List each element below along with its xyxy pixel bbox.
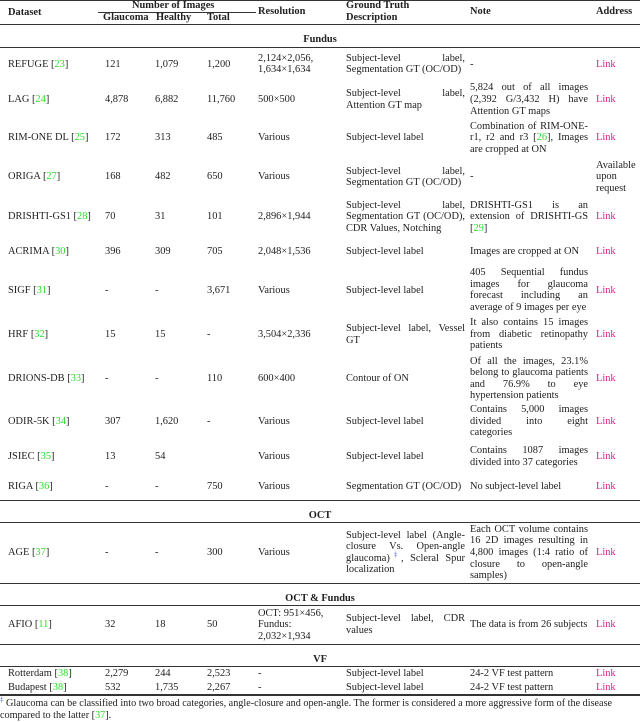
healthy-count: 313 (155, 132, 171, 144)
dataset-link[interactable]: Link (596, 450, 616, 462)
ground-truth-description: Subject-level label (346, 415, 424, 427)
dataset-link[interactable]: Link (596, 480, 616, 492)
note: Combination of RIM-ONE-r1, r2 and r3 [26], Images are cropped at ON (470, 120, 589, 155)
resolution: Various (258, 450, 290, 462)
header-note: Note (470, 6, 491, 17)
note: Contains 5,000 images divided into eight categories (470, 403, 588, 439)
glaucoma-count: 532 (105, 681, 121, 693)
glaucoma-count: - (105, 547, 109, 559)
healthy-count: 482 (155, 171, 171, 183)
footnote (0, 696, 640, 722)
glaucoma-count: 70 (105, 211, 116, 223)
dataset-link[interactable]: Link (596, 668, 616, 680)
citation-link[interactable]: 30 (55, 246, 66, 258)
note: Each OCT volume contains 16 2D images resulting in 4,800 images (1:4 ratio of closure to open-angle samples) (470, 523, 588, 582)
resolution: Various (258, 284, 290, 296)
citation-link[interactable]: 37 (95, 709, 106, 721)
citation-link[interactable]: 37 (35, 547, 46, 559)
table-row (0, 158, 640, 196)
healthy-count: - (155, 284, 159, 296)
citation-link[interactable]: 29 (473, 222, 484, 234)
healthy-count: 244 (155, 668, 171, 680)
ground-truth-description: Subject-level label, CDR values (346, 613, 465, 637)
resolution: Various (258, 132, 290, 144)
resolution: 2,124×2,056, 1,634×1,634 (258, 52, 314, 76)
healthy-count: 1,735 (155, 681, 179, 693)
healthy-count: 6,882 (155, 93, 179, 105)
total-count: - (207, 328, 211, 340)
healthy-count: - (155, 372, 159, 384)
footnote-mark: ‡ (0, 695, 4, 704)
header-description: Description (346, 12, 398, 23)
ground-truth-description: Subject-level label, Segmentation GT (OC/OD) (346, 52, 465, 76)
note: No subject-level label (470, 480, 562, 492)
dataset-name: AFIO [11] (8, 619, 52, 631)
dataset-name: DRISHTI-GS1 [28] (8, 211, 91, 223)
total-count: 110 (207, 372, 223, 384)
note: - (470, 58, 474, 70)
dataset-link[interactable]: Link (596, 58, 616, 70)
glaucoma-count: 121 (105, 58, 121, 70)
header-number-of-images: Number of Images (132, 0, 215, 11)
dataset-name: DRIONS-DB [33] (8, 372, 85, 384)
ground-truth-description: Segmentation GT (OC/OD) (346, 480, 462, 492)
citation-link[interactable]: 38 (57, 668, 69, 680)
note: Contains 1087 images divided into 37 categories (470, 445, 588, 468)
total-count: 750 (207, 480, 223, 492)
dataset-link[interactable]: Link (596, 547, 616, 559)
citation-link[interactable]: 34 (55, 415, 67, 427)
header-total: Total (207, 12, 230, 23)
total-count: - (207, 415, 211, 427)
resolution: Various (258, 547, 290, 559)
citation-link[interactable]: 27 (46, 171, 57, 183)
ground-truth-description: Subject-level label (346, 681, 424, 693)
table-row (0, 606, 640, 644)
ground-truth-description: Subject-level label (346, 668, 424, 680)
dataset-link[interactable]: Link (596, 372, 616, 384)
table-row (0, 315, 640, 355)
ground-truth-description: Subject-level label (Angle-closure Vs. Open-angle glaucoma)‡, Scleral Spur localization (346, 529, 465, 576)
table-row (0, 523, 640, 583)
healthy-count: 31 (155, 211, 166, 223)
dataset-link[interactable]: Link (596, 284, 616, 296)
table-row (0, 474, 640, 500)
glaucoma-count: 307 (105, 415, 121, 427)
header-ground-truth: Ground Truth (346, 0, 410, 11)
note: Of all the images, 23.1% belong to glaucoma patients and 76.9% to eye hypertension patients (470, 355, 588, 402)
header-address: Address (596, 6, 633, 17)
table-row (0, 196, 640, 238)
dataset-name: Rotterdam [38] (8, 668, 72, 680)
ground-truth-description: Subject-level label (346, 132, 424, 144)
address-text: Available upon request (596, 159, 636, 194)
glaucoma-count: 32 (105, 619, 116, 631)
note: 24-2 VF test pattern (470, 681, 554, 693)
header-healthy: Healthy (156, 12, 192, 23)
header-rule (0, 24, 640, 25)
dataset-name: Budapest [38] (8, 681, 67, 693)
glaucoma-count: 4,878 (105, 93, 129, 105)
footnote-text: Glaucoma can be classified into two broad categories, angle-closure and open-angle. The former is considered a more aggressive form of the disease compared to the latter [37]. (0, 697, 613, 721)
table-row (0, 238, 640, 266)
citation-link[interactable]: 11 (38, 619, 49, 631)
resolution: 600×400 (258, 372, 296, 384)
citation-link[interactable]: 36 (38, 480, 50, 492)
dataset-link[interactable]: Link (596, 132, 616, 144)
citation-link[interactable]: 28 (77, 211, 88, 223)
glaucoma-count: - (105, 372, 109, 384)
healthy-count: - (155, 547, 159, 559)
header-resolution: Resolution (258, 6, 306, 17)
dataset-name: ORIGA [27] (8, 171, 61, 183)
citation-link[interactable]: 24 (35, 93, 46, 105)
ground-truth-description: Subject-level label, Attention GT map (346, 88, 465, 111)
healthy-count: 18 (155, 619, 166, 631)
citation-link[interactable]: 23 (54, 58, 65, 70)
citation-link[interactable]: 25 (74, 132, 85, 144)
resolution: - (258, 681, 262, 693)
total-count: 485 (207, 132, 223, 144)
note: It also contains 15 images from diabetic retinopathy patients (470, 317, 588, 352)
resolution: 500×500 (258, 93, 296, 105)
table-row (0, 355, 640, 403)
section-title: VF (313, 653, 327, 665)
section-title: Fundus (303, 34, 337, 45)
note: 405 Sequential fundus images for glaucoma forecast including an average of 9 images per eye (470, 267, 588, 313)
note: The data is from 26 subjects (470, 619, 588, 631)
ground-truth-description: Contour of ON (346, 372, 409, 384)
ground-truth-description: Subject-level label, Segmentation GT (OC/OD), CDR Values, Notching (346, 199, 465, 234)
dataset-name: RIM-ONE DL [25] (8, 132, 89, 144)
dataset-name: ACRIMA [30] (8, 246, 69, 258)
table-row (0, 81, 640, 118)
dataset-link[interactable]: Link (596, 328, 616, 340)
table-row (0, 118, 640, 158)
note: 5,824 out of all images (2,392 G/3,432 H) have Attention GT maps (470, 82, 588, 117)
table-row (0, 681, 640, 695)
footnote-marker: ‡ (389, 550, 402, 559)
header-glaucoma: Glaucoma (103, 12, 149, 23)
section-title: OCT (308, 509, 332, 521)
resolution: OCT: 951×456, Fundus: 2,032×1,934 (258, 607, 324, 642)
table-row (0, 440, 640, 474)
total-count: 50 (207, 619, 218, 631)
dataset-link[interactable]: Link (596, 246, 616, 258)
dataset-link[interactable]: Link (596, 681, 616, 693)
healthy-count: 54 (155, 450, 166, 462)
glaucoma-count: 396 (105, 246, 121, 258)
dataset-name: ODIR-5K [34] (8, 415, 70, 427)
resolution: 2,896×1,944 (258, 211, 311, 223)
top-rule (0, 0, 640, 1)
ground-truth-description: Subject-level label (346, 284, 424, 296)
glaucoma-count: 172 (105, 132, 121, 144)
healthy-count: 309 (155, 246, 171, 258)
ground-truth-description: Subject-level label, Vessel GT (346, 322, 465, 346)
healthy-count: - (155, 480, 159, 492)
table-row (0, 403, 640, 440)
ground-truth-description: Subject-level label, Segmentation GT (OC/OD) (346, 165, 465, 189)
healthy-count: 1,079 (155, 58, 179, 70)
citation-link[interactable]: 26 (536, 132, 548, 144)
glaucoma-count: 2,279 (105, 668, 129, 680)
dataset-link[interactable]: Link (596, 619, 616, 631)
dataset-name: SIGF [31] (8, 284, 51, 296)
ground-truth-description: Subject-level label (346, 450, 424, 462)
resolution: 3,504×2,336 (258, 328, 311, 340)
dataset-link[interactable]: Link (596, 211, 616, 223)
table-row (0, 667, 640, 681)
resolution: - (258, 668, 262, 680)
total-count: 2,267 (207, 681, 231, 693)
healthy-count: 15 (155, 328, 166, 340)
dataset-name: REFUGE [23] (8, 58, 69, 70)
healthy-count: 1,620 (155, 415, 179, 427)
total-count: 101 (207, 211, 223, 223)
dataset-name: RIGA [36] (8, 480, 53, 492)
dataset-name: AGE [37] (8, 547, 50, 559)
note: 24-2 VF test pattern (470, 668, 554, 680)
total-count: 650 (207, 171, 223, 183)
dataset-link[interactable]: Link (596, 93, 616, 105)
glaucoma-count: - (105, 480, 109, 492)
total-count: 3,671 (207, 284, 231, 296)
total-count: 1,200 (207, 58, 231, 70)
table-header (0, 0, 640, 25)
resolution: Various (258, 480, 290, 492)
dataset-link[interactable]: Link (596, 415, 616, 427)
glaucoma-count: - (105, 284, 109, 296)
total-count: 2,523 (207, 668, 231, 680)
ground-truth-description: Subject-level label (346, 246, 424, 258)
note: DRISHTI-GS1 is an extension of DRISHTI-GS [29] (470, 199, 588, 234)
total-count: 705 (207, 246, 223, 258)
note: - (470, 171, 474, 183)
dataset-table (0, 25, 640, 696)
total-count: 11,760 (207, 93, 236, 105)
section-title: OCT & Fundus (285, 592, 355, 604)
glaucoma-count: 13 (105, 450, 116, 462)
glaucoma-count: 168 (105, 171, 121, 183)
total-count: 300 (207, 547, 223, 559)
table-row (0, 47, 640, 81)
citation-link[interactable]: 38 (52, 681, 64, 693)
dataset-name: JSIEC [35] (8, 450, 55, 462)
table-row (0, 266, 640, 314)
dataset-name: HRF [32] (8, 328, 49, 340)
citation-link[interactable]: 31 (36, 284, 47, 296)
citation-link[interactable]: 33 (70, 372, 82, 384)
resolution: 2,048×1,536 (258, 246, 311, 258)
resolution: Various (258, 415, 290, 427)
resolution: Various (258, 171, 290, 183)
glaucoma-count: 15 (105, 328, 116, 340)
citation-link[interactable]: 35 (40, 450, 52, 462)
header-dataset: Dataset (8, 7, 42, 18)
dataset-name: LAG [24] (8, 93, 50, 105)
citation-link[interactable]: 32 (34, 328, 45, 340)
note: Images are cropped at ON (470, 246, 580, 258)
